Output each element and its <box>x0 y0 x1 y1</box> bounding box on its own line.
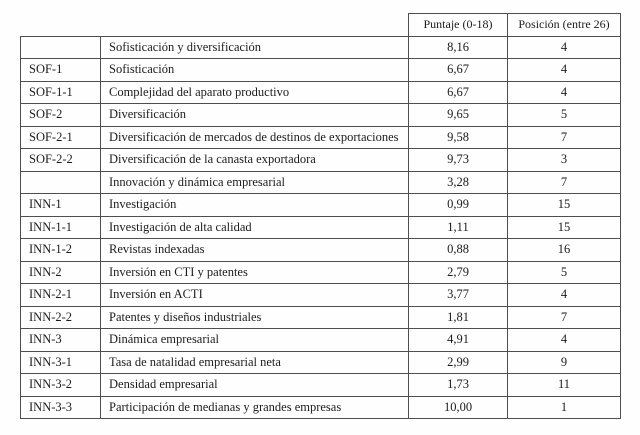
table-row <box>21 284 621 307</box>
row-position-cell: 15 <box>508 216 621 239</box>
row-position-cell: 9 <box>508 351 621 374</box>
row-position-cell: 4 <box>508 36 621 59</box>
row-score-cell: 8,16 <box>409 36 508 59</box>
row-label-cell: Patentes y diseños industriales <box>101 306 409 329</box>
table-row <box>21 374 621 397</box>
row-label-cell: Investigación de alta calidad <box>101 216 409 239</box>
table-row <box>21 261 621 284</box>
row-label-cell: Revistas indexadas <box>101 239 409 262</box>
row-score-cell: 9,73 <box>409 149 508 172</box>
table-row <box>21 171 621 194</box>
row-position-cell: 7 <box>508 171 621 194</box>
row-score-cell: 9,65 <box>409 104 508 127</box>
row-score-cell: 9,58 <box>409 126 508 149</box>
row-code-cell: INN-2-1 <box>21 284 101 307</box>
row-position-cell: 16 <box>508 239 621 262</box>
table-container <box>20 13 621 419</box>
table-row <box>21 36 621 59</box>
row-label-cell: Inversión en CTI y patentes <box>101 261 409 284</box>
table-row <box>21 194 621 217</box>
row-position-cell: 7 <box>508 126 621 149</box>
row-code-cell: INN-1-2 <box>21 239 101 262</box>
table-row <box>21 216 621 239</box>
row-position-cell: 5 <box>508 261 621 284</box>
row-code-cell: INN-3 <box>21 329 101 352</box>
row-score-cell: 6,67 <box>409 81 508 104</box>
row-position-cell: 11 <box>508 374 621 397</box>
table-row <box>21 59 621 82</box>
header-row <box>21 14 621 37</box>
row-score-cell: 0,99 <box>409 194 508 217</box>
row-code-cell: INN-2-2 <box>21 306 101 329</box>
row-score-cell: 4,91 <box>409 329 508 352</box>
row-position-cell: 4 <box>508 329 621 352</box>
row-code-cell: INN-3-2 <box>21 374 101 397</box>
table-row <box>21 104 621 127</box>
row-score-cell: 3,77 <box>409 284 508 307</box>
row-code-cell: INN-2 <box>21 261 101 284</box>
row-label-cell: Innovación y dinámica empresarial <box>101 171 409 194</box>
row-position-cell: 4 <box>508 284 621 307</box>
row-position-cell: 15 <box>508 194 621 217</box>
table-body <box>21 36 621 419</box>
row-score-cell: 2,79 <box>409 261 508 284</box>
row-score-cell: 2,99 <box>409 351 508 374</box>
row-position-cell: 7 <box>508 306 621 329</box>
row-score-cell: 1,73 <box>409 374 508 397</box>
table-row <box>21 329 621 352</box>
row-label-cell: Participación de medianas y grandes empresas <box>101 396 409 419</box>
results-table <box>20 13 621 419</box>
table-row <box>21 306 621 329</box>
row-code-cell: SOF-1-1 <box>21 81 101 104</box>
table-row <box>21 81 621 104</box>
row-code-cell: INN-3-1 <box>21 351 101 374</box>
row-label-cell: Diversificación de mercados de destinos de exportaciones <box>101 126 409 149</box>
row-score-cell: 3,28 <box>409 171 508 194</box>
row-label-cell: Tasa de natalidad empresarial neta <box>101 351 409 374</box>
row-label-cell: Inversión en ACTI <box>101 284 409 307</box>
row-label-cell: Diversificación de la canasta exportadora <box>101 149 409 172</box>
row-code-cell: SOF-2-2 <box>21 149 101 172</box>
row-position-cell: 4 <box>508 81 621 104</box>
col-header-position: Posición (entre 26) <box>508 14 621 37</box>
row-code-cell: SOF-2-1 <box>21 126 101 149</box>
row-label-cell: Investigación <box>101 194 409 217</box>
table-row <box>21 149 621 172</box>
header-spacer <box>21 14 409 37</box>
row-position-cell: 5 <box>508 104 621 127</box>
row-label-cell: Sofisticación <box>101 59 409 82</box>
row-score-cell: 1,81 <box>409 306 508 329</box>
row-label-cell: Sofisticación y diversificación <box>101 36 409 59</box>
table-row <box>21 239 621 262</box>
row-code-cell <box>21 171 101 194</box>
row-code-cell: INN-1 <box>21 194 101 217</box>
row-position-cell: 4 <box>508 59 621 82</box>
row-code-cell <box>21 36 101 59</box>
row-label-cell: Complejidad del aparato productivo <box>101 81 409 104</box>
row-code-cell: SOF-2 <box>21 104 101 127</box>
row-code-cell: INN-1-1 <box>21 216 101 239</box>
row-position-cell: 1 <box>508 396 621 419</box>
row-code-cell: SOF-1 <box>21 59 101 82</box>
row-position-cell: 3 <box>508 149 621 172</box>
row-score-cell: 0,88 <box>409 239 508 262</box>
row-code-cell: INN-3-3 <box>21 396 101 419</box>
col-header-score: Puntaje (0-18) <box>409 14 508 37</box>
table-row <box>21 351 621 374</box>
row-label-cell: Diversificación <box>101 104 409 127</box>
table-row <box>21 396 621 419</box>
table-row <box>21 126 621 149</box>
row-label-cell: Dinámica empresarial <box>101 329 409 352</box>
row-score-cell: 6,67 <box>409 59 508 82</box>
row-label-cell: Densidad empresarial <box>101 374 409 397</box>
row-score-cell: 1,11 <box>409 216 508 239</box>
row-score-cell: 10,00 <box>409 396 508 419</box>
